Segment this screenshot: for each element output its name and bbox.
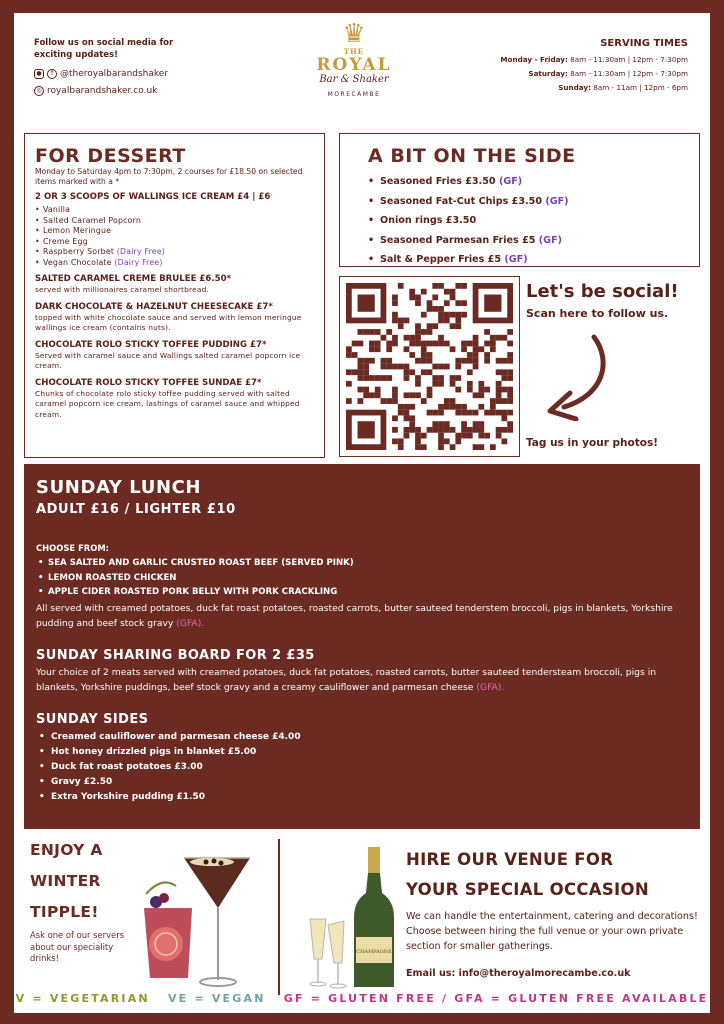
flavour-list — [35, 205, 314, 268]
served-with-text: All served with creamed potatoes, duck fat roast potatoes, roasted carrots, butter sauteed tenderstem broccoli, pigs in blankets, Yorkshire pudding and beef stock gravy (GFA). — [36, 602, 673, 629]
hire-email[interactable]: Email us: info@theroyalmorecambe.co.uk — [406, 968, 631, 979]
sunday-title: SUNDAY LUNCH — [36, 477, 202, 498]
logo-bar-shaker: Bar & Shaker — [319, 74, 389, 85]
bottle-label: CHAMPAGNE — [356, 949, 392, 955]
list-item: • SEA SALTED AND GARLIC CRUSTED ROAST BEEF (SERVED PINK) — [36, 556, 688, 571]
sunday-price: ADULT £16 / LIGHTER £10 — [36, 502, 236, 517]
dessert-item-title: CHOCOLATE ROLO STICKY TOFFEE PUDDING £7* — [35, 339, 267, 350]
list-item: • Seasoned Parmesan Fries £5 (GF) — [368, 231, 699, 251]
hire-title-line: HIRE OUR VENUE FOR — [406, 850, 614, 869]
list-item: • Seasoned Fries £3.50 (GF) — [368, 172, 699, 192]
instagram-icon: ● — [34, 69, 44, 79]
tipple-title-line: WINTER — [30, 872, 101, 890]
serving-times — [500, 37, 688, 95]
list-item: • Seasoned Fat-Cut Chips £3.50 (GF) — [368, 192, 699, 212]
list-item: • Hot honey drizzled pigs in blanket £5.00 — [36, 745, 688, 760]
facebook-icon: f — [47, 69, 57, 79]
qr-code[interactable] — [339, 276, 520, 457]
curved-arrow-icon — [538, 331, 614, 421]
globe-icon: ◎ — [34, 86, 44, 96]
logo-royal: ROYAL — [316, 55, 392, 75]
list-item: • Salted Caramel Popcorn — [35, 216, 314, 227]
sunday-sides-title: SUNDAY SIDES — [36, 711, 149, 727]
sharing-board-title: SUNDAY SHARING BOARD FOR 2 £35 — [36, 647, 315, 663]
logo — [314, 21, 394, 98]
instagram-handle: @theroyalbarandshaker — [60, 69, 169, 79]
legend-gluten: GF = GLUTEN FREE / GFA = GLUTEN FREE AVAILABLE — [283, 992, 709, 1005]
dessert-title: FOR DESSERT — [35, 145, 186, 167]
social-subtitle: Scan here to follow us. — [526, 307, 669, 320]
tipple-title-line: TIPPLE! — [30, 903, 99, 921]
sunday-sides-list — [36, 730, 688, 805]
list-item: • Vegan Chocolate (Dairy Free) — [35, 258, 314, 269]
choose-label: CHOOSE FROM: — [36, 543, 110, 553]
list-item: • Gravy £2.50 — [36, 775, 688, 790]
sharing-board-desc: Your choice of 2 meats served with creamed potatoes, duck fat potatoes, roasted carrots, butter sauteed tendersteam broccoli, pigs in blankets, Yorkshire puddings, beef stock gravy and a creamy cauliflower and parmesan cheese (GFA). — [36, 666, 657, 693]
social-info — [34, 37, 204, 97]
ice-cream-title: 2 OR 3 SCOOPS OF WALLINGS ICE CREAM £4 | £6 — [35, 192, 271, 202]
menu-page — [14, 13, 710, 1013]
serving-title: SERVING TIMES — [600, 38, 688, 49]
list-item: • Raspberry Sorbet (Dairy Free) — [35, 247, 314, 258]
dessert-offer: Monday to Saturday 4pm to 7:30pm, 2 courses for £18.50 on selected items marked with a * — [35, 167, 303, 186]
dessert-item-title: CHOCOLATE ROLO STICKY TOFFEE SUNDAE £7* — [35, 377, 262, 388]
hire-venue — [406, 845, 701, 979]
legend-vegetarian: V = VEGETARIAN — [15, 992, 150, 1005]
social-title: Let's be social! — [526, 281, 679, 302]
list-item: • Lemon Meringue — [35, 226, 314, 237]
hire-title-line: YOUR SPECIAL OCCASION — [406, 880, 649, 899]
dietary-legend — [14, 992, 710, 1005]
dessert-item-desc: served with millionaires caramel shortbread. — [35, 285, 210, 294]
instagram-row[interactable] — [34, 68, 204, 80]
serving-row: Sunday: 8am - 11am | 12pm - 6pm — [558, 83, 688, 92]
sides-section — [339, 133, 700, 267]
qr-code-icon — [346, 283, 513, 450]
sunday-lunch-section — [24, 464, 700, 829]
dessert-item-desc: topped with white chocolate sauce and served with lemon meringue wallings ice cream (contains nuts). — [35, 312, 302, 332]
list-item: • Salt & Pepper Fries £5 (GF) — [368, 250, 699, 270]
dessert-item-title: SALTED CARAMEL CREME BRULEE £6.50* — [35, 274, 232, 284]
list-item: • Creamed cauliflower and parmesan cheese £4.00 — [36, 730, 688, 745]
list-item: • APPLE CIDER ROASTED PORK BELLY WITH PORK CRACKLING — [36, 585, 688, 600]
cocktail-drinks-icon — [126, 846, 256, 991]
website-row[interactable] — [34, 85, 204, 97]
dessert-item-title: DARK CHOCOLATE & HAZELNUT CHEESECAKE £7* — [35, 301, 273, 312]
dessert-item-desc: Chunks of chocolate rolo sticky toffee pudding served with salted caramel popcorn ice cream, lashings of caramel sauce and whipped cream. — [35, 388, 300, 419]
list-item: • Onion rings £3.50 — [368, 211, 699, 231]
logo-the: THE — [343, 47, 365, 56]
dessert-item-desc: Served with caramel sauce and Wallings salted caramel popcorn ice cream. — [35, 350, 301, 370]
logo-place: MORECAMBE — [327, 91, 381, 98]
list-item: • LEMON ROASTED CHICKEN — [36, 571, 688, 586]
follow-text: Follow us on social media for exciting updates! — [34, 38, 174, 60]
tipple-title-line: ENJOY A — [30, 841, 103, 859]
website-link: royalbarandshaker.co.uk — [47, 86, 158, 96]
winter-tipple — [30, 835, 130, 965]
list-item: • Creme Egg — [35, 237, 314, 248]
champagne-bottle-icon — [304, 841, 396, 993]
serving-row: Monday - Friday: 8am - 11:30am | 12pm - 7:30pm — [500, 55, 688, 64]
list-item: • Extra Yorkshire pudding £1.50 — [36, 790, 688, 805]
sides-list — [368, 172, 699, 270]
crown-icon: ♛ — [342, 19, 366, 49]
sides-title: A BIT ON THE SIDE — [368, 145, 576, 167]
tag-us-text: Tag us in your photos! — [526, 437, 659, 449]
serving-row: Saturday: 8am - 11:30am | 12pm - 7:30pm — [528, 69, 688, 78]
list-item: • Vanilla — [35, 205, 314, 216]
hire-desc: We can handle the entertainment, catering and decorations! Choose between hiring the full venue or your own private section for smaller gatherings. — [406, 911, 698, 952]
meat-list — [36, 556, 688, 600]
divider — [278, 839, 280, 995]
legend-vegan: VE = VEGAN — [167, 992, 266, 1005]
list-item: • Duck fat roast potatoes £3.00 — [36, 760, 688, 775]
tipple-desc: Ask one of our servers about our speciality drinks! — [30, 930, 124, 963]
dessert-section — [24, 133, 325, 458]
